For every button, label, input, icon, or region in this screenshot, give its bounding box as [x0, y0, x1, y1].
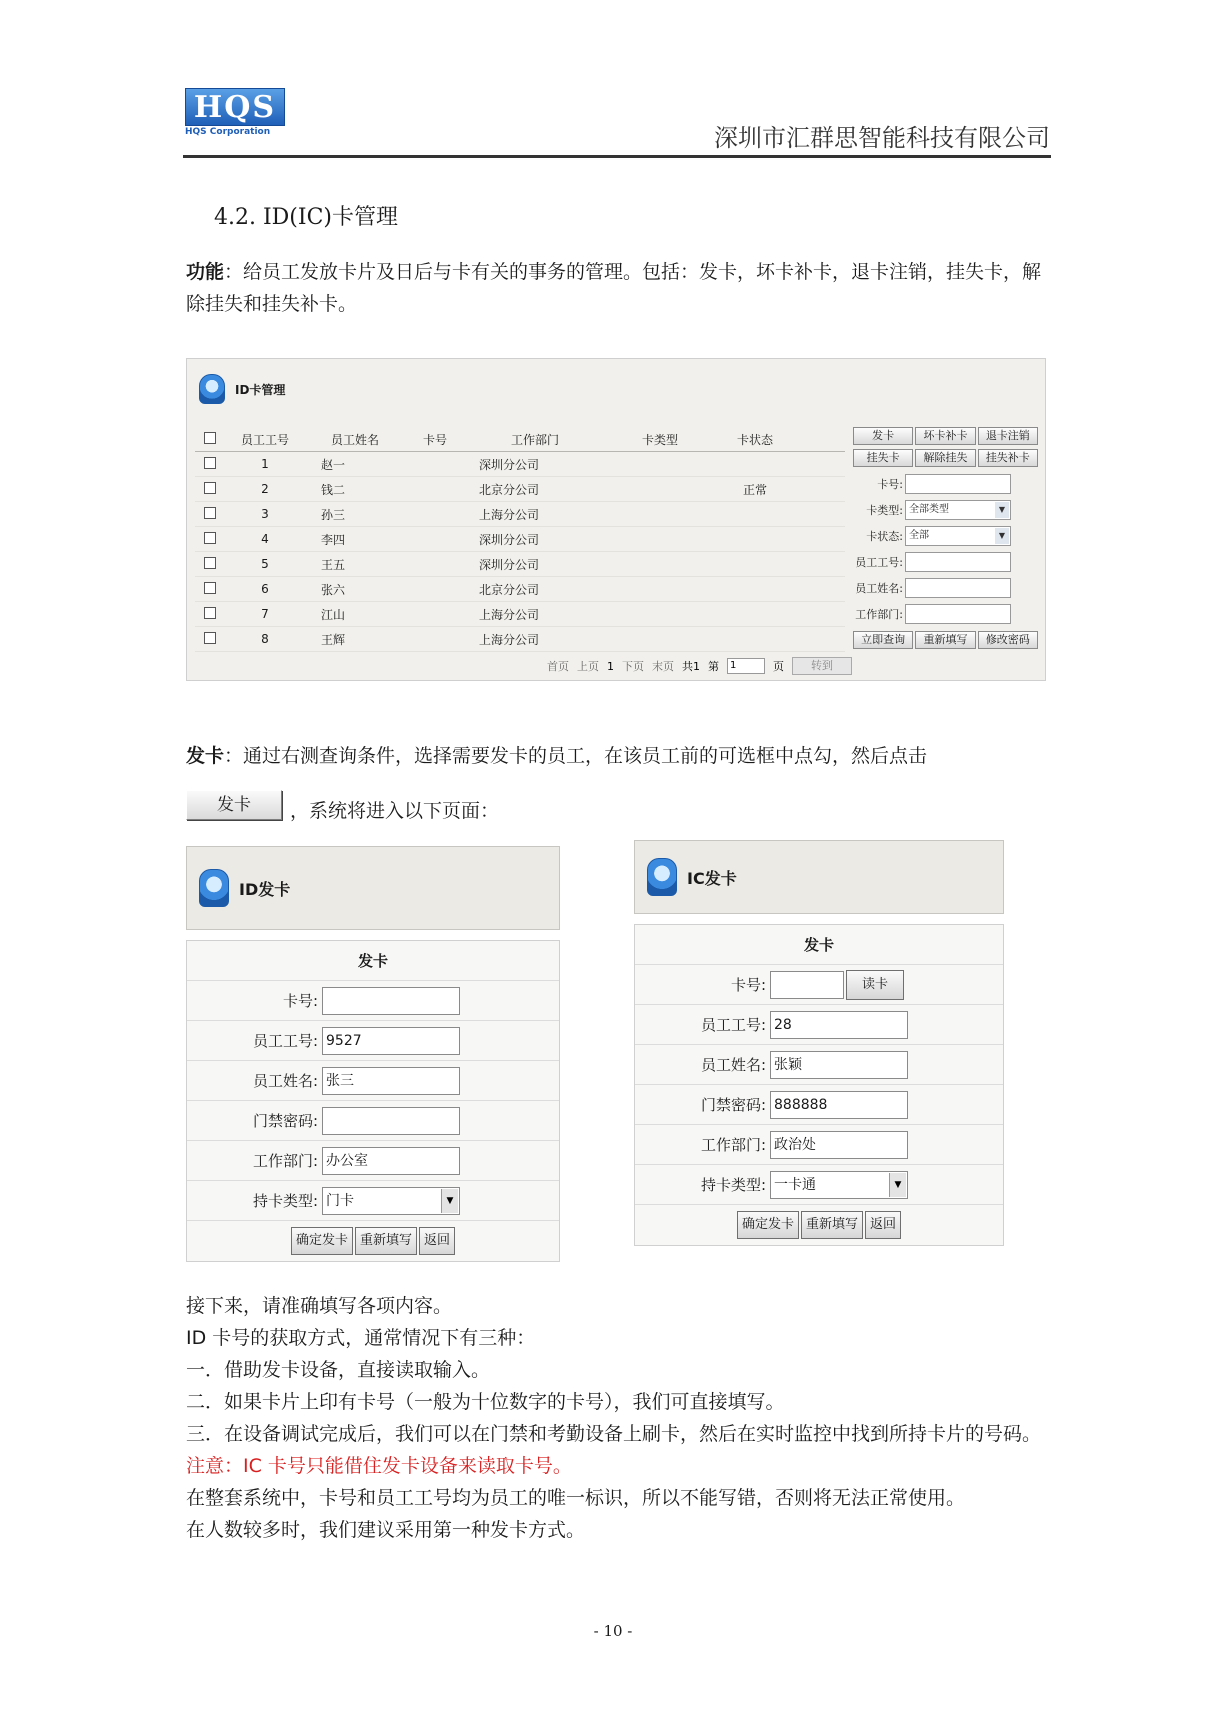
id-form-title: 发卡: [187, 941, 559, 981]
col-header-status[interactable]: 卡状态: [736, 432, 773, 447]
form-row: [635, 1045, 1003, 1085]
pager-first[interactable]: 首页: [547, 660, 569, 673]
cell-id: 4: [261, 532, 269, 546]
issue-label: 发卡: [186, 745, 225, 767]
row-checkbox[interactable]: [204, 557, 216, 569]
replace-bad-card-button[interactable]: 坏卡补卡: [915, 427, 975, 445]
filter-label: 卡状态:: [866, 530, 903, 543]
logo-mark: HQS: [185, 88, 285, 126]
form-label: 工作部门:: [252, 1152, 318, 1170]
issue-paragraph: [186, 740, 1054, 772]
cell-name: 王五: [321, 557, 346, 572]
filter-select[interactable]: 全部类型 ▼: [905, 500, 1011, 520]
line-2: ID 卡号的获取方式，通常情况下有三种：: [186, 1327, 536, 1349]
row-checkbox[interactable]: [204, 532, 216, 544]
issue-card-button-sample[interactable]: 发卡: [186, 790, 282, 820]
back-button[interactable]: 返回: [865, 1211, 901, 1239]
table-row[interactable]: [195, 552, 845, 577]
form-input[interactable]: [770, 971, 844, 999]
pager: [547, 657, 852, 675]
cell-dept: 上海分公司: [479, 632, 540, 647]
form-input[interactable]: 28: [770, 1011, 908, 1039]
form-row: [635, 1005, 1003, 1045]
form-input[interactable]: [322, 987, 460, 1015]
line-3: 一．借助发卡设备，直接读取输入。: [186, 1359, 491, 1381]
form-input[interactable]: [322, 1107, 460, 1135]
filter-row: [853, 575, 1038, 601]
filter-row: [853, 497, 1038, 523]
function-paragraph: [186, 256, 1054, 320]
filter-label: 员工工号:: [855, 556, 903, 569]
checkbox-cell: [195, 632, 225, 647]
replace-lost-card-button[interactable]: 挂失补卡: [978, 449, 1038, 467]
form-label: 卡号:: [282, 992, 318, 1010]
form-input[interactable]: 张颖: [770, 1051, 908, 1079]
pager-next[interactable]: 下页: [622, 660, 644, 673]
id-card-form-body: [186, 940, 560, 1262]
filter-label: 卡类型:: [866, 504, 903, 517]
form-label: 持卡类型:: [252, 1192, 318, 1210]
filter-input[interactable]: [905, 552, 1011, 572]
checkbox-cell: [195, 532, 225, 547]
filter-row: [853, 549, 1038, 575]
mgmt-header: [199, 373, 285, 405]
form-row: [187, 1021, 559, 1061]
header-rule: [183, 155, 1051, 158]
report-loss-button[interactable]: 挂失卡: [853, 449, 913, 467]
ic-issue-card-form: [634, 846, 1004, 1246]
user-card-icon: [647, 858, 677, 896]
line-4: 二．如果卡片上印有卡号（一般为十位数字的卡号），我们可直接填写。: [186, 1391, 785, 1413]
ic-card-title: IC发卡: [687, 868, 737, 888]
form-label: 员工工号:: [252, 1032, 318, 1050]
cell-dept: 北京分公司: [479, 482, 540, 497]
checkbox-cell: [195, 582, 225, 597]
filter-select[interactable]: 全部 ▼: [905, 526, 1011, 546]
pager-prev[interactable]: 上页: [577, 660, 599, 673]
table-row[interactable]: [195, 452, 845, 477]
form-label: 门禁密码:: [252, 1112, 318, 1130]
filter-input[interactable]: [905, 604, 1011, 624]
pager-unit: 页: [773, 660, 784, 673]
logo-subtext: HQS Corporation: [185, 127, 271, 137]
filter-row: [853, 523, 1038, 549]
closing-1: 在整套系统中，卡号和员工工号均为员工的唯一标识，所以不能写错，否则将无法正常使用。: [186, 1487, 966, 1509]
form-row: [635, 965, 1003, 1005]
select-all-checkbox[interactable]: [204, 432, 216, 444]
employee-table: [195, 427, 845, 652]
cell-dept: 上海分公司: [479, 507, 540, 522]
form-row: [187, 1181, 559, 1221]
section-title: 4.2. ID(IC)卡管理: [214, 205, 398, 230]
confirm-issue-button[interactable]: 确定发卡: [291, 1227, 353, 1255]
cell-id: 5: [261, 557, 269, 571]
filter-fields: [853, 471, 1038, 627]
col-header-name[interactable]: 员工姓名: [330, 432, 379, 447]
table-header-row: [195, 427, 845, 452]
checkbox-cell: [195, 507, 225, 522]
form-row: [635, 1125, 1003, 1165]
body-lines: [186, 1290, 1054, 1546]
pager-go-button[interactable]: 转到: [792, 657, 852, 675]
row-checkbox[interactable]: [204, 632, 216, 644]
table-row[interactable]: [195, 602, 845, 627]
form-input[interactable]: 办公室: [322, 1147, 460, 1175]
col-header-card[interactable]: 卡号: [422, 432, 447, 447]
issue-text: ：通过右测查询条件，选择需要发卡的员工，在该员工前的可选框中点勾，然后点击: [224, 745, 928, 767]
cell-dept: 深圳分公司: [479, 557, 540, 572]
cell-dept: 上海分公司: [479, 607, 540, 622]
pager-current: 1: [607, 659, 614, 673]
row-checkbox[interactable]: [204, 507, 216, 519]
id-card-management-panel: [186, 358, 1046, 681]
cell-name: 王辉: [321, 632, 346, 647]
ic-form-title: 发卡: [635, 925, 1003, 965]
filter-row: [853, 601, 1038, 627]
line-5: 三．在设备调试完成后，我们可以在门禁和考勤设备上刷卡，然后在实时监控中找到所持卡片的号码。: [186, 1423, 1042, 1445]
unreport-loss-button[interactable]: 解除挂失: [915, 449, 975, 467]
cell-id: 7: [261, 607, 269, 621]
form-label: 员工姓名:: [700, 1056, 766, 1074]
form-row: [635, 1165, 1003, 1205]
company-logo: [185, 88, 285, 140]
form-label: 持卡类型:: [700, 1176, 766, 1194]
filter-label: 工作部门:: [855, 608, 903, 621]
mgmt-title: ID卡管理: [235, 382, 286, 397]
table-row[interactable]: [195, 477, 845, 502]
back-button[interactable]: 返回: [419, 1227, 455, 1255]
user-card-icon: [199, 869, 229, 907]
query-sidebar: [853, 427, 1038, 653]
id-card-header: [186, 846, 560, 930]
filter-row: [853, 471, 1038, 497]
checkbox-cell: [195, 607, 225, 622]
form-input[interactable]: 政治处: [770, 1131, 908, 1159]
id-issue-card-form: [186, 846, 560, 1262]
note-line: 注意：IC 卡号只能借住发卡设备来读取卡号。: [186, 1455, 572, 1477]
action-buttons-row2: [853, 449, 1038, 467]
query-button[interactable]: 立即查询: [853, 631, 913, 649]
function-text: ：给员工发放卡片及日后与卡有关的事务的管理。包括：发卡，坏卡补卡，退卡注销，挂失卡，解除挂失和挂失补卡。: [186, 261, 1042, 315]
issue-after-text: ，系统将进入以下页面：: [290, 800, 500, 822]
cell-name: 赵一: [321, 457, 346, 472]
cancel-card-button[interactable]: 退卡注销: [978, 427, 1038, 445]
ic-card-header: [634, 840, 1004, 914]
function-label: 功能: [186, 261, 225, 283]
form-input[interactable]: 888888: [770, 1091, 908, 1119]
pager-jump-input[interactable]: 1: [727, 658, 765, 674]
cell-dept: 深圳分公司: [479, 532, 540, 547]
form-input[interactable]: 张三: [322, 1067, 460, 1095]
form-row: [187, 1061, 559, 1101]
filter-input[interactable]: [905, 578, 1011, 598]
form-buttons: [635, 1205, 1003, 1245]
issue-card-button[interactable]: 发卡: [853, 427, 913, 445]
col-header-id[interactable]: 员工工号: [240, 432, 289, 447]
page-number: - 10 -: [593, 1622, 633, 1640]
filter-label: 员工姓名:: [855, 582, 903, 595]
filter-input[interactable]: [905, 474, 1011, 494]
action-buttons-row3: [853, 631, 1038, 649]
table-row[interactable]: [195, 627, 845, 652]
cell-dept: 北京分公司: [479, 582, 540, 597]
row-checkbox[interactable]: [204, 457, 216, 469]
card-type-select[interactable]: 一卡通 ▼: [770, 1171, 908, 1199]
cell-dept: 深圳分公司: [479, 457, 540, 472]
cell-id: 1: [261, 457, 269, 471]
cell-name: 江山: [321, 607, 346, 622]
cell-id: 2: [261, 482, 269, 496]
checkbox-cell: [195, 457, 225, 472]
cell-name: 钱二: [321, 482, 346, 497]
change-password-button[interactable]: 修改密码: [978, 631, 1038, 649]
company-name: 深圳市汇群思智能科技有限公司: [714, 124, 1050, 152]
table-row[interactable]: [195, 527, 845, 552]
col-header-type[interactable]: 卡类型: [641, 432, 678, 447]
reset-button[interactable]: 重新填写: [915, 631, 975, 649]
pager-last[interactable]: 末页: [652, 660, 674, 673]
form-row: [187, 1101, 559, 1141]
row-checkbox[interactable]: [204, 607, 216, 619]
row-checkbox[interactable]: [204, 482, 216, 494]
row-checkbox[interactable]: [204, 582, 216, 594]
cell-name: 张六: [321, 582, 346, 597]
filter-label: 卡号:: [877, 478, 903, 491]
form-row: [187, 981, 559, 1021]
table-row[interactable]: [195, 502, 845, 527]
form-label: 门禁密码:: [700, 1096, 766, 1114]
card-type-select[interactable]: 门卡 ▼: [322, 1187, 460, 1215]
read-card-button[interactable]: 读卡: [846, 970, 904, 1000]
checkbox-cell: [195, 482, 225, 497]
col-header-dept[interactable]: 工作部门: [510, 432, 559, 447]
cell-id: 6: [261, 582, 269, 596]
closing-2: 在人数较多时，我们建议采用第一种发卡方式。: [186, 1519, 586, 1541]
form-buttons: [187, 1221, 559, 1261]
line-1: 接下来，请准确填写各项内容。: [186, 1295, 453, 1317]
form-input[interactable]: 9527: [322, 1027, 460, 1055]
cell-id: 3: [261, 507, 269, 521]
form-label: 员工工号:: [700, 1016, 766, 1034]
pager-total: 共1: [682, 660, 700, 673]
checkbox-cell: [195, 557, 225, 572]
form-label: 员工姓名:: [252, 1072, 318, 1090]
form-label: 工作部门:: [700, 1136, 766, 1154]
table-row[interactable]: [195, 577, 845, 602]
refill-button[interactable]: 重新填写: [355, 1227, 417, 1255]
form-label: 卡号:: [730, 976, 766, 994]
confirm-issue-button[interactable]: 确定发卡: [737, 1211, 799, 1239]
form-row: [187, 1141, 559, 1181]
pager-jump-label: 第: [708, 660, 719, 673]
cell-id: 8: [261, 632, 269, 646]
cell-name: 孙三: [321, 507, 346, 522]
cell-name: 李四: [321, 532, 346, 547]
form-row: [635, 1085, 1003, 1125]
refill-button[interactable]: 重新填写: [801, 1211, 863, 1239]
id-card-title: ID发卡: [239, 879, 291, 899]
ic-card-form-body: [634, 924, 1004, 1246]
user-card-icon: [199, 374, 225, 404]
cell-status: 正常: [742, 482, 767, 497]
action-buttons-row1: [853, 427, 1038, 445]
